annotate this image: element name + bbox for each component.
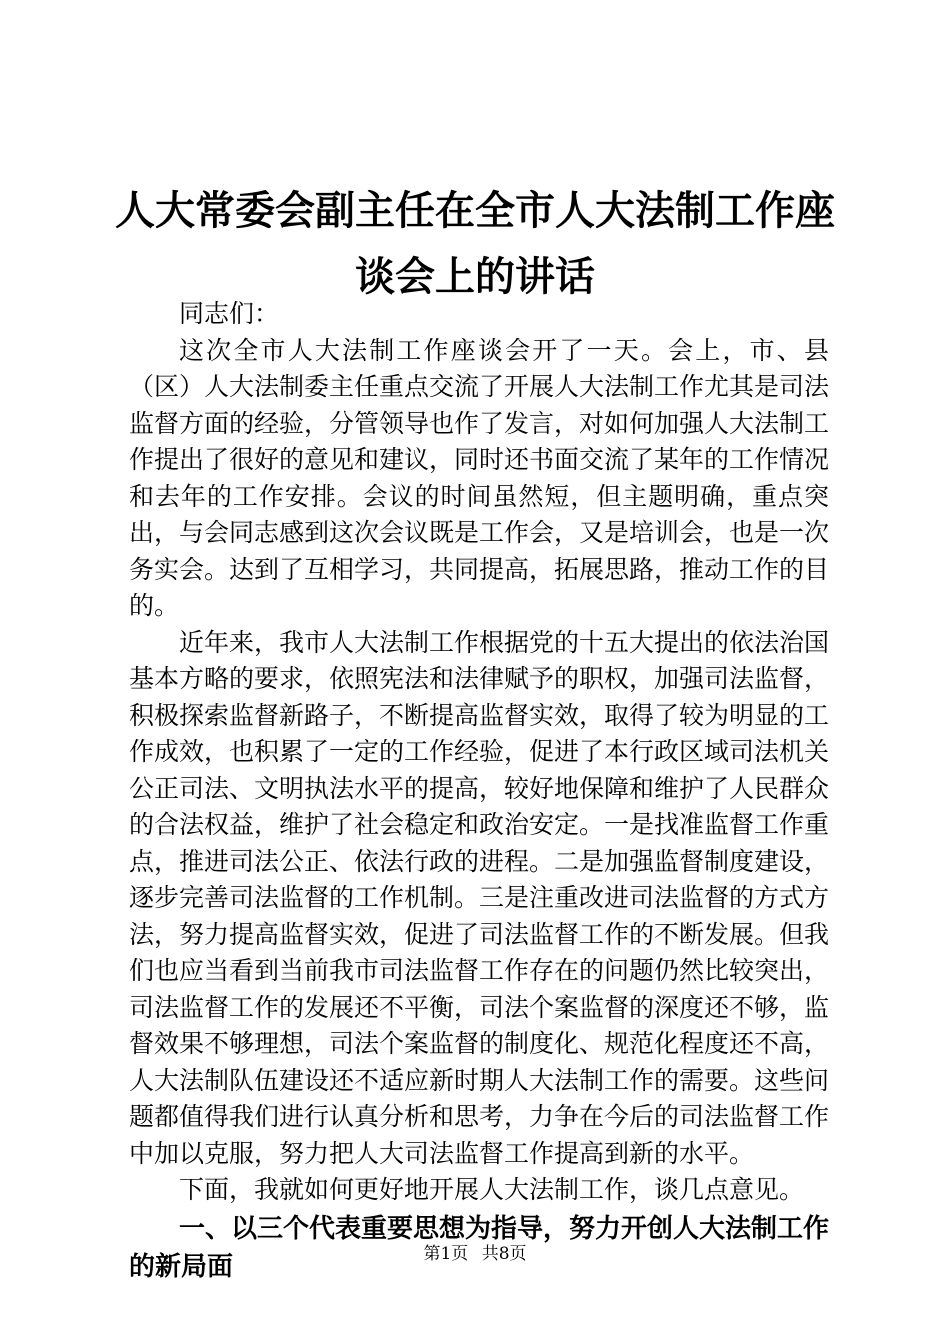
paragraph-2: 近年来，我市人大法制工作根据党的十五大提出的依法治国基本方略的要求，依照宪法和法律赋予的职权，加强司法监督，积极探索监督新路子，不断提高监督实效，取得了较为明显的工作成效，也积累了一定的工作经验，促进了本行政区域司法机关公正司法、文明执法水平的提高，较好地保障和维护了人民群众的合法权益，维护了社会稳定和政治安定。一是找准监督工作重点，推进司法公正、依法行政的进程。二是加强监督制度建设，逐步完善司法监督的工作机制。三是注重改进司法监督的方式方法，努力提高监督实效，促进了司法监督工作的不断发展。但我们也应当看到当前我市司法监督工作存在的问题仍然比较突出，司法监督工作的发展还不平衡，司法个案监督的深度还不够，监督效果不够理想，司法个案监督的制度化、规范化程度还不高，人大法制队伍建设还不适应新时期人大法制工作的需要。这些问题都值得我们进行认真分析和思考，力争在今后的司法监督工作中加以克服，努力把人大司法监督工作提高到新的水平。: [129, 627, 830, 1168]
document-title: 人大常委会副主任在全市人大法制工作座谈会上的讲话: [115, 187, 835, 300]
document-body: [129, 296, 829, 1286]
paragraph-1: 这次全市人大法制工作座谈会开了一天。会上，市、县（区）人大法制委主任重点交流了开展人大法制工作尤其是司法监督方面的经验，分管领导也作了发言，对如何加强人大法制工作提出了很好的意见和建议，同时还书面交流了某年的工作情况和去年的工作安排。会议的时间虽然短，但主题明确，重点突出，与会同志感到这次会议既是工作会，又是培训会，也是一次务实会。达到了互相学习，共同提高，拓展思路，推动工作的目的。: [129, 335, 830, 620]
page-footer: [0, 1243, 950, 1265]
page-number: 第1页: [423, 1244, 469, 1264]
salutation: 同志们：: [179, 299, 280, 328]
section-heading: 一、以三个代表重要思想为指导，努力开创人大法制工作的新局面: [129, 1213, 830, 1282]
paragraph-3: 下面，我就如何更好地开展人大法制工作，谈几点意见。: [179, 1175, 805, 1204]
page-total: 共8页: [481, 1244, 527, 1264]
